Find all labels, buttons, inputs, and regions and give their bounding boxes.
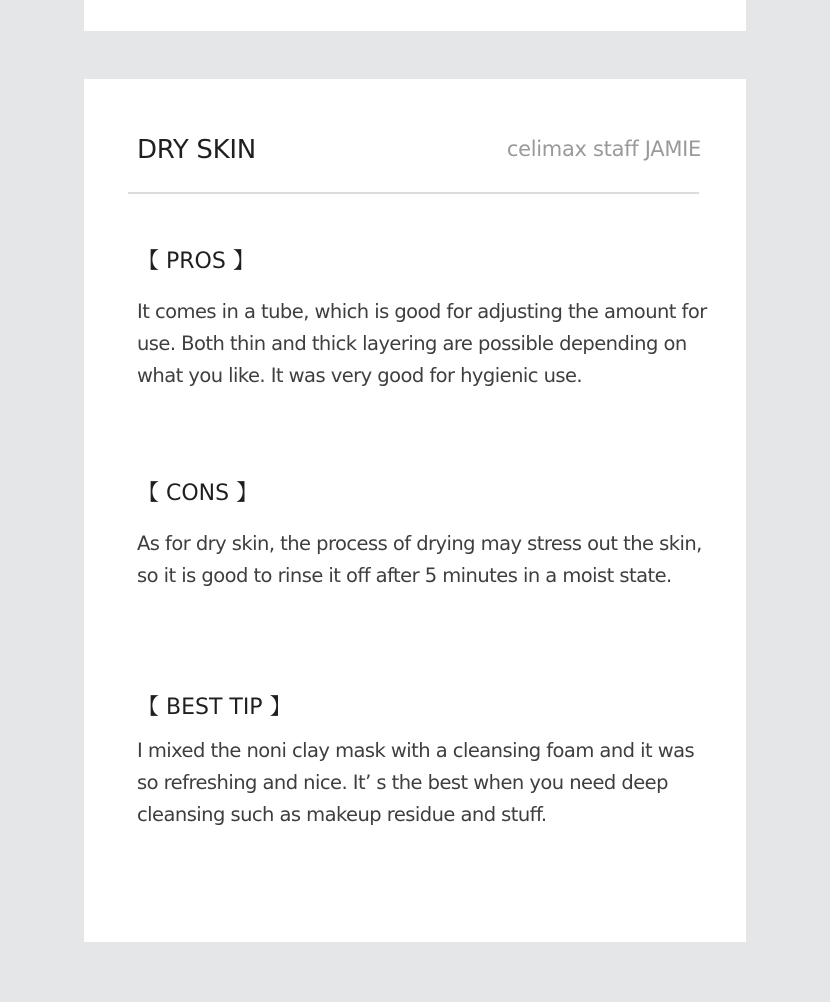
best-tip-section	[137, 693, 712, 831]
pros-text: It comes in a tube, which is good for adjusting the amount for use. Both thin and thick layering are possible depending on what you like. It was very good for hygienic use.	[137, 300, 707, 387]
review-card	[84, 79, 746, 942]
cons-section	[137, 479, 712, 592]
cons-heading: 【 CONS 】	[137, 481, 259, 506]
pros-section	[137, 247, 712, 392]
best-tip-heading: 【 BEST TIP 】	[137, 695, 292, 720]
best-tip-text: I mixed the noni clay mask with a cleansing foam and it was so refreshing and nice. It’ s the best when you need deep cleansing such as makeup residue and stuff.	[137, 739, 695, 826]
skin-type-title: DRY SKIN	[137, 135, 256, 165]
review-header	[128, 79, 699, 194]
reviewer-name: celimax staff JAMIE	[506, 137, 701, 161]
cons-text: As for dry skin, the process of drying may stress out the skin, so it is good to rinse it off after 5 minutes in a moist state.	[137, 532, 702, 587]
pros-heading: 【 PROS 】	[137, 249, 255, 274]
previous-review-card	[84, 0, 746, 31]
